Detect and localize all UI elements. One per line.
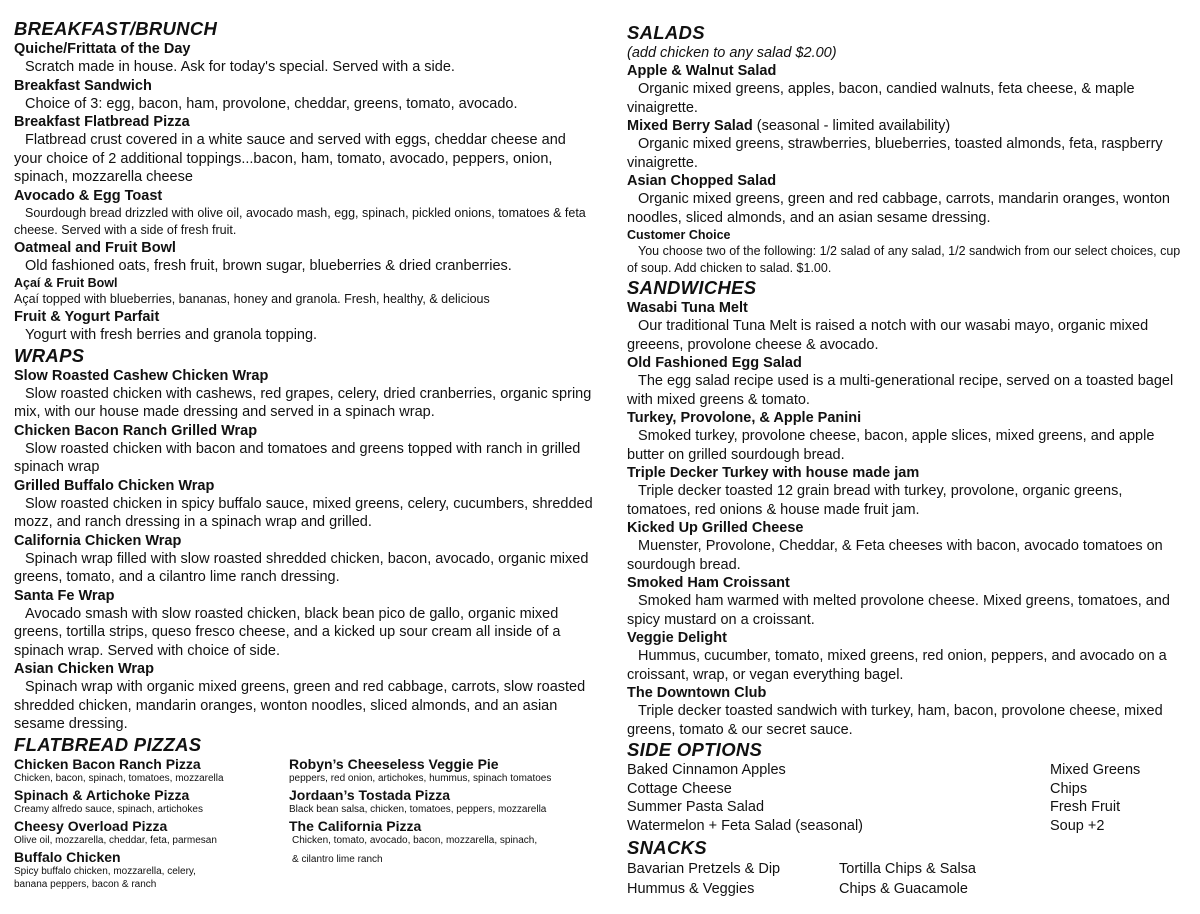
pizza-name: Chicken Bacon Ranch Pizza (14, 755, 201, 772)
customer-choice (627, 227, 1187, 277)
menu-item (627, 629, 1187, 684)
item-name (627, 62, 1187, 80)
left-column (14, 18, 594, 893)
pizza-name: Jordaan’s Tostada Pizza (289, 786, 451, 803)
menu-item (627, 464, 1187, 519)
pizza-grid (14, 756, 594, 893)
side-item: Baked Cinnamon Apples (627, 762, 786, 778)
item-name (627, 172, 1187, 190)
wraps-section (14, 345, 594, 734)
pizza-desc: Spicy buffalo chicken, mozzarella, celery, banana peppers, bacon & ranch (14, 865, 196, 890)
menu-item (14, 422, 594, 477)
item-desc: Yogurt with fresh berries and granola topping. (25, 327, 318, 343)
menu-item (14, 275, 594, 308)
item-desc: Slow roasted chicken with cashews, red grapes, celery, dried cranberries, organic spring mix, with our house made dressing and served in a spinach wrap. (14, 385, 592, 420)
item-name: Old Fashioned Egg Salad (627, 355, 802, 371)
pizza-column-1 (14, 756, 289, 893)
snack-item: Tortilla Chips & Salsa (839, 861, 976, 877)
item-name: Quiche/Frittata of the Day (14, 41, 191, 57)
item-name: Wasabi Tuna Melt (627, 300, 748, 316)
snacks-column-1 (627, 859, 780, 899)
item-name: Kicked Up Grilled Cheese (627, 520, 804, 536)
item-desc: Old fashioned oats, fresh fruit, brown sugar, blueberries & dried cranberries. (25, 257, 512, 274)
item-desc: Our traditional Tuna Melt is raised a notch with our wasabi mayo, organic mixed greeens, provolone cheese & avocado. (627, 318, 1149, 353)
sides-column-1 (627, 761, 863, 835)
item-name: Triple Decker Turkey with house made jam (627, 465, 920, 481)
menu-item (627, 574, 1187, 629)
item-desc: Slow roasted chicken with bacon and tomatoes and greens topped with ranch in grilled spinach wrap (14, 440, 581, 475)
side-item: Cottage Cheese (627, 780, 732, 797)
item-name: Chicken Bacon Ranch Grilled Wrap (14, 422, 258, 439)
pizza-name: Cheesy Overload Pizza (14, 817, 168, 834)
item-desc: Sourdough bread drizzled with olive oil, avocado mash, egg, spinach, pickled onions, tomatoes & feta cheese. Served with a side of fresh fruit. (14, 205, 586, 237)
item-desc: Smoked ham warmed with melted provolone cheese. Mixed greens, tomatoes, and spicy mustard on a croissant. (627, 593, 1170, 628)
pizza-item (289, 818, 589, 866)
pizza-item (14, 756, 289, 785)
pizza-name: Spinach & Artichoke Pizza (14, 786, 190, 803)
menu-item (14, 660, 594, 734)
item-name: Grilled Buffalo Chicken Wrap (14, 477, 215, 494)
item-name-text: Asian Chopped Salad (627, 173, 777, 189)
item-name: Slow Roasted Cashew Chicken Wrap (14, 367, 269, 384)
right-column (627, 22, 1187, 899)
item-name: Turkey, Provolone, & Apple Panini (627, 410, 862, 426)
item-name: Avocado & Egg Toast (14, 187, 163, 204)
snack-item: Bavarian Pretzels & Dip (627, 861, 781, 877)
section-title: WRAPS (14, 344, 85, 366)
snacks-section (627, 837, 1187, 899)
menu-item (627, 172, 1187, 227)
menu-item (14, 113, 594, 187)
pizza-item (289, 787, 589, 816)
item-name: Fruit & Yogurt Parfait (14, 309, 160, 325)
item-desc: Choice of 3: egg, bacon, ham, provolone, cheddar, greens, tomato, avocado. (25, 95, 518, 112)
menu-item (14, 477, 594, 532)
item-desc: Organic mixed greens, green and red cabbage, carrots, mandarin oranges, wonton noodles, sliced almonds, and an asian sesame dressing. (627, 191, 1170, 226)
pizza-name: The California Pizza (289, 817, 422, 834)
sides-section (627, 739, 1187, 837)
item-desc: Triple decker toasted sandwich with turkey, ham, bacon, provolone cheese, mixed greens, tomato & our secret sauce. (627, 703, 1163, 738)
item-name: Oatmeal and Fruit Bowl (14, 239, 176, 256)
salads-section (627, 22, 1187, 277)
item-desc: Triple decker toasted 12 grain bread with turkey, provolone, organic greens, tomatoes, red onions & house made fruit jam. (627, 483, 1123, 518)
menu-item (627, 409, 1187, 464)
section-subtitle: (add chicken to any salad $2.00) (627, 45, 837, 61)
item-name (627, 117, 1187, 135)
side-item: Chips (1050, 780, 1088, 797)
pizza-desc: Black bean salsa, chicken, tomatoes, peppers, mozzarella (289, 803, 547, 815)
pizza-item (289, 756, 589, 785)
item-desc: Scratch made in house. Ask for today's special. Served with a side. (25, 59, 455, 75)
item-desc: Hummus, cucumber, tomato, mixed greens, red onion, peppers, and avocado on a croissant, wrap, or vegan everything bagel. (627, 648, 1167, 683)
pizza-desc: Olive oil, mozzarella, cheddar, feta, parmesan (14, 834, 217, 846)
menu-item (627, 62, 1187, 117)
breakfast-section (14, 18, 594, 345)
side-item: Soup +2 (1050, 817, 1105, 834)
pizza-column-2 (289, 756, 589, 893)
item-note: (seasonal - limited availability) (752, 118, 951, 134)
section-title: FLATBREAD PIZZAS (14, 733, 202, 755)
item-desc: Spinach wrap with organic mixed greens, green and red cabbage, carrots, slow roasted shredded chicken, mandarin oranges, wonton noodles, sliced almonds, and an asian sesame dressing. (14, 679, 586, 732)
pizza-desc: Creamy alfredo sauce, spinach, artichokes (14, 803, 203, 815)
item-name: Breakfast Flatbread Pizza (14, 114, 190, 130)
item-name: Açaí & Fruit Bowl (14, 276, 118, 290)
item-name: Breakfast Sandwich (14, 77, 152, 94)
flatbread-section (14, 734, 594, 893)
pizza-item (14, 849, 289, 891)
item-desc: Slow roasted chicken in spicy buffalo sauce, mixed greens, celery, cucumbers, shredded mozz, and ranch dressing in a spinach wrap and grilled. (14, 495, 593, 530)
menu-item (14, 239, 594, 276)
menu-item (627, 354, 1187, 409)
menu-item (14, 77, 594, 114)
item-name: Santa Fe Wrap (14, 587, 115, 604)
menu-item (14, 40, 594, 77)
menu-item (627, 519, 1187, 574)
menu-item (14, 308, 594, 345)
section-title: SIDE OPTIONS (627, 739, 763, 760)
item-desc: Spinach wrap filled with slow roasted shredded chicken, bacon, avocado, organic mixed greens, tomato, and a cilantro lime ranch dressing. (14, 550, 589, 585)
item-name: Veggie Delight (627, 630, 727, 646)
pizza-desc: Chicken, tomato, avocado, bacon, mozzarella, spinach, (292, 834, 538, 846)
snacks-list (627, 859, 1187, 899)
menu-item (627, 684, 1187, 739)
item-desc: Açaí topped with blueberries, bananas, honey and granola. Fresh, healthy, & delicious (14, 292, 490, 306)
item-desc: Avocado smash with slow roasted chicken, black bean pico de gallo, organic mixed greens, tortilla strips, queso fresco cheese, and a kicked up sour cream all inside of a spinach wrap. Served with choice of side. (14, 605, 561, 659)
item-name-text: Apple & Walnut Salad (627, 63, 777, 79)
snacks-column-2 (839, 859, 976, 899)
pizza-desc: Chicken, bacon, spinach, tomatoes, mozzarella (14, 772, 224, 784)
section-title: SNACKS (627, 837, 707, 858)
item-name: Smoked Ham Croissant (627, 575, 790, 591)
item-desc: Organic mixed greens, strawberries, blueberries, toasted almonds, feta, raspberry vinaigrette. (627, 136, 1163, 171)
pizza-item (14, 787, 289, 816)
menu-item (627, 299, 1187, 354)
item-desc: You choose two of the following: 1/2 salad of any salad, 1/2 sandwich from our select choices, cup of soup. Add chicken to salad. $1.00. (627, 244, 1181, 275)
side-item: Fresh Fruit (1050, 799, 1121, 815)
sandwiches-section (627, 277, 1187, 739)
menu-item (14, 367, 594, 422)
item-desc: Smoked turkey, provolone cheese, bacon, apple slices, mixed greens, and apple butter on grilled sourdough bread. (627, 428, 1155, 463)
side-item: Watermelon + Feta Salad (seasonal) (627, 817, 864, 834)
item-desc: The egg salad recipe used is a multi-generational recipe, served on a toasted bagel with mixed greens & tomato. (627, 373, 1174, 408)
pizza-item (14, 818, 289, 847)
snack-item: Chips & Guacamole (839, 881, 968, 897)
snack-item: Hummus & Veggies (627, 881, 755, 897)
item-name: Customer Choice (627, 228, 731, 242)
pizza-desc-continued: & cilantro lime ranch (292, 853, 383, 865)
menu-item (14, 587, 594, 661)
menu-item (627, 117, 1187, 172)
section-title: SALADS (627, 22, 705, 43)
menu-item (14, 187, 594, 239)
section-title: BREAKFAST/BRUNCH (14, 18, 218, 39)
sides-column-2 (1050, 761, 1140, 835)
pizza-name: Robyn’s Cheeseless Veggie Pie (289, 755, 499, 772)
sides-list (627, 761, 1187, 837)
item-desc: Muenster, Provolone, Cheddar, & Feta cheeses with bacon, avocado tomatoes on sourdough bread. (627, 538, 1163, 573)
item-name: The Downtown Club (627, 685, 767, 701)
menu-item (14, 532, 594, 587)
item-name-text: Mixed Berry Salad (627, 118, 753, 134)
side-item: Summer Pasta Salad (627, 799, 765, 815)
item-desc: Organic mixed greens, apples, bacon, candied walnuts, feta cheese, & maple vinaigrette. (627, 81, 1135, 116)
item-name: Asian Chicken Wrap (14, 661, 154, 677)
section-title: SANDWICHES (627, 277, 757, 298)
side-item: Mixed Greens (1050, 762, 1141, 778)
item-name: California Chicken Wrap (14, 532, 182, 549)
pizza-name: Buffalo Chicken (14, 848, 121, 865)
item-desc: Flatbread crust covered in a white sauce and served with eggs, cheddar cheese and your choice of 2 additional toppings...bacon, ham, tomato, avocado, peppers, onion, spinach, mozzarella cheese (14, 132, 566, 185)
pizza-desc: peppers, red onion, artichokes, hummus, spinach tomatoes (289, 772, 552, 784)
